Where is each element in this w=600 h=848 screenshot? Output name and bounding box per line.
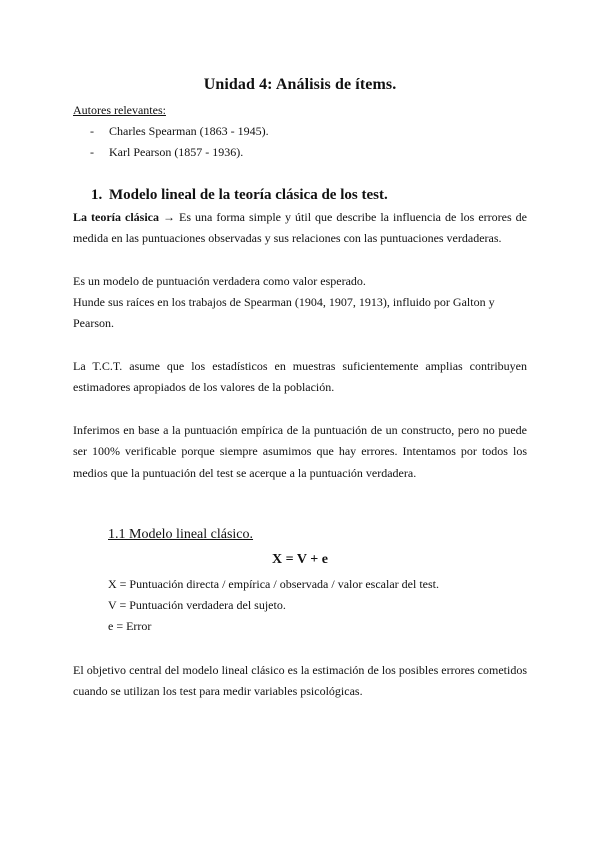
- formula: X = V + e: [272, 552, 328, 567]
- author-text: Karl Pearson (1857 - 1936).: [109, 145, 244, 159]
- list-dash: -: [90, 124, 94, 138]
- page-title: Unidad 4: Análisis de ítems.: [203, 76, 397, 93]
- paragraph-line: Es un modelo de puntuación verdadera como valor esperado.: [73, 274, 366, 288]
- paragraph: Hunde sus raíces en los trabajos de Spearman (1904, 1907, 1913), influido por Galton y Pearson.: [73, 295, 495, 331]
- section-number: 1.: [91, 187, 103, 203]
- conclusion-paragraph: El objetivo central del modelo lineal clásico es la estimación de los posibles errores cometidos cuando se utilizan los test para medir variables psicológicas.: [73, 663, 527, 699]
- definition-line: X = Puntuación directa / empírica / observada / valor escalar del test.: [108, 577, 439, 591]
- intro-paragraph: [73, 207, 527, 250]
- lead-term: La teoría clásica →: [73, 210, 175, 224]
- author-item: [90, 124, 269, 139]
- author-text: Charles Spearman (1863 - 1945).: [109, 124, 269, 138]
- definition-line: e = Error: [108, 619, 152, 633]
- section-heading-text: Modelo lineal de la teoría clásica de los test.: [109, 187, 388, 203]
- list-dash: -: [90, 145, 94, 159]
- paragraph: Inferimos en base a la puntuación empírica de la puntuación de un constructo, pero no puede ser 100% verificable porque siempre asumimos que hay errores. Intentamos por todos los medios que la puntuación del test se acerque a la puntuación verdadera.: [73, 423, 527, 480]
- definition-line: V = Puntuación verdadera del sujeto.: [108, 598, 286, 612]
- paragraph: La T.C.T. asume que los estadísticos en muestras suficientemente amplias contribuyen estimadores apropiados de los valores de la población.: [73, 359, 527, 395]
- authors-label: Autores relevantes:: [73, 103, 166, 117]
- section-heading: [91, 187, 388, 204]
- lead-text: Es una forma simple y útil que describe la influencia de los errores de medida en las puntuaciones observadas y sus relaciones con las puntuaciones verdaderas.: [73, 210, 527, 246]
- subsection-heading: 1.1 Modelo lineal clásico.: [108, 527, 254, 542]
- author-item: [90, 145, 243, 160]
